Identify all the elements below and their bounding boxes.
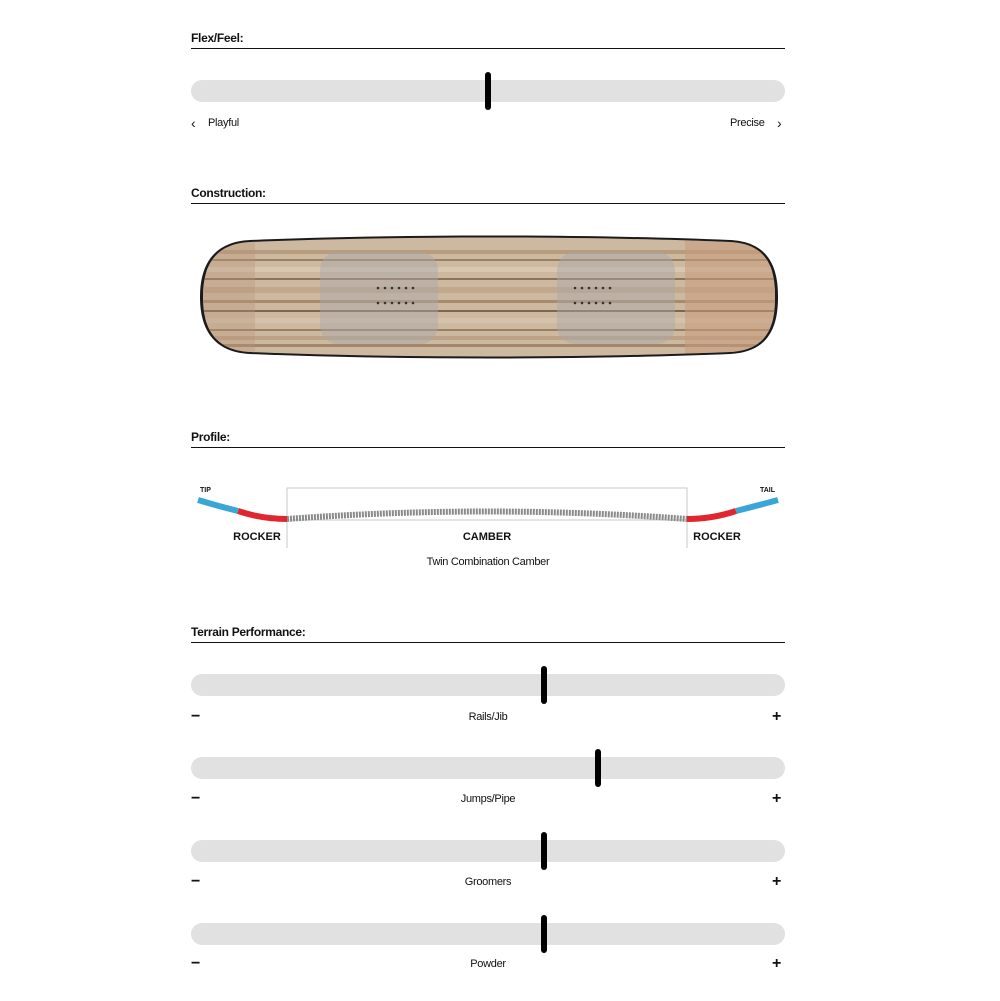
- rails-jib-label: Rails/Jib: [468, 711, 508, 723]
- minus-icon: −: [191, 708, 201, 725]
- groomers-label: Groomers: [464, 876, 512, 888]
- flex-feel-heading: Flex/Feel:: [191, 31, 785, 49]
- powder-slider-track: [191, 923, 785, 945]
- snowboard-construction-image: [195, 232, 785, 362]
- tip-segment: [198, 500, 238, 511]
- tail-label: TAIL: [760, 487, 776, 494]
- construction-heading: Construction:: [191, 186, 785, 204]
- plus-icon: +: [772, 955, 782, 972]
- profile-name: Twin Combination Camber: [426, 556, 550, 568]
- chevron-left-icon: ‹: [191, 115, 196, 131]
- profile-heading: Profile:: [191, 430, 785, 448]
- rails-jib-slider-track: [191, 674, 785, 696]
- rocker-left-label: ROCKER: [233, 531, 281, 543]
- plus-icon: +: [772, 873, 782, 890]
- groomers-slider-track: [191, 840, 785, 862]
- tip-label: TIP: [200, 487, 211, 494]
- rocker-right-label: ROCKER: [693, 531, 741, 543]
- playful-label: Playful: [208, 117, 239, 129]
- camber-segment: [287, 512, 687, 520]
- chevron-right-icon: ›: [777, 115, 782, 131]
- plus-icon: +: [772, 790, 782, 807]
- flex-slider-track: [191, 80, 785, 102]
- rocker-left-segment: [238, 511, 287, 519]
- jumps-pipe-slider-marker: [595, 749, 601, 787]
- jumps-pipe-slider-track: [191, 757, 785, 779]
- powder-slider-marker: [541, 915, 547, 953]
- profile-diagram: [190, 478, 790, 548]
- rocker-right-segment: [687, 511, 736, 519]
- minus-icon: −: [191, 955, 201, 972]
- flex-slider-marker: [485, 72, 491, 110]
- jumps-pipe-label: Jumps/Pipe: [460, 793, 516, 805]
- minus-icon: −: [191, 873, 201, 890]
- tail-segment: [736, 500, 778, 511]
- plus-icon: +: [772, 708, 782, 725]
- precise-label: Precise: [730, 117, 765, 129]
- groomers-slider-marker: [541, 832, 547, 870]
- powder-label: Powder: [470, 958, 506, 970]
- minus-icon: −: [191, 790, 201, 807]
- camber-label: CAMBER: [462, 531, 512, 543]
- rails-jib-slider-marker: [541, 666, 547, 704]
- terrain-performance-heading: Terrain Performance:: [191, 625, 785, 643]
